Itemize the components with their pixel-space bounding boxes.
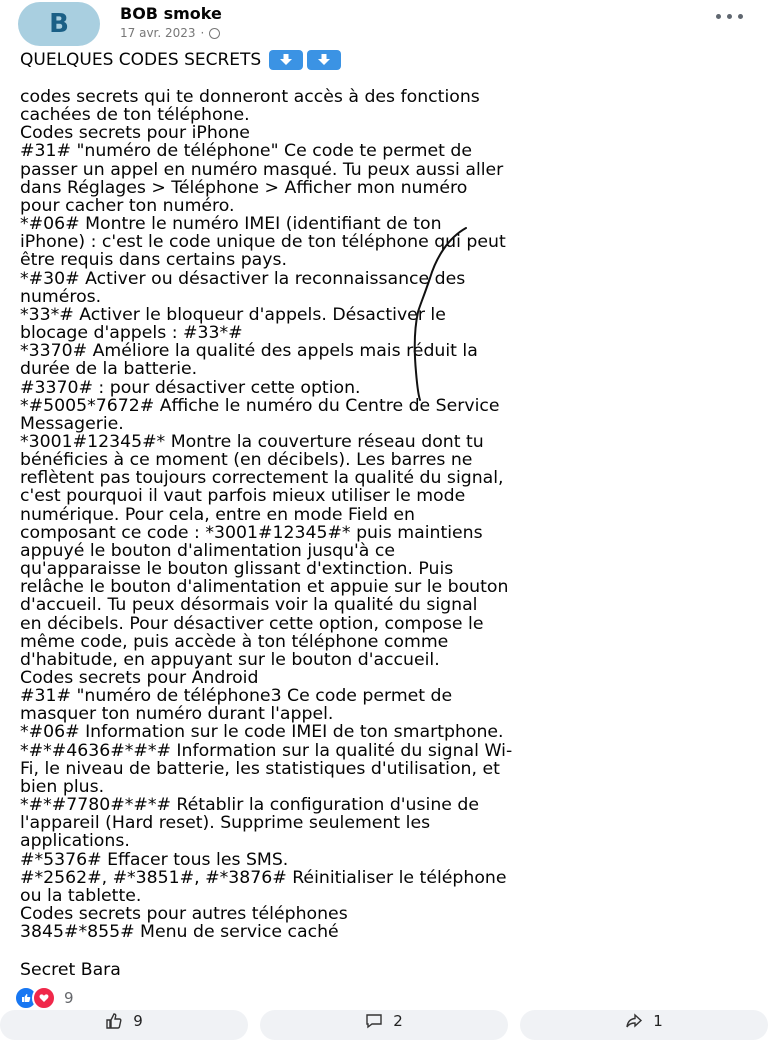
post-body-line: relâche le bouton d'alimentation et appuie sur le bouton xyxy=(20,577,509,598)
post-body-line: c'est pourquoi il vaut parfois mieux utiliser le mode xyxy=(20,486,466,507)
comment-icon xyxy=(365,1012,383,1034)
thumbs-up-icon xyxy=(105,1012,123,1034)
down-arrow-icon xyxy=(269,50,303,70)
post-body-line: bénéficies à ce moment (en décibels). Les barres ne xyxy=(20,450,473,471)
love-reaction-icon xyxy=(32,986,56,1010)
post-body-line: durée de la batterie. xyxy=(20,359,198,380)
post-body-line: *3001#12345#* Montre la couverture réseau dont tu xyxy=(20,431,484,452)
post-title: QUELQUES CODES SECRETS xyxy=(20,50,262,70)
post-body-line: bien plus. xyxy=(20,776,105,797)
post-body-line: Codes secrets pour iPhone xyxy=(20,123,250,144)
post-body-line: qu'apparaisse le bouton glissant d'extinction. Puis xyxy=(20,559,454,580)
post-body-line: *#06# Information sur le code IMEI de ton smartphone. xyxy=(20,722,504,743)
post-body-line: être requis dans certains pays. xyxy=(20,250,287,271)
post-body-line: d'habitude, en appuyant sur le bouton d'accueil. xyxy=(20,649,440,670)
post-body-line: numérique. Pour cela, entre en mode Field en xyxy=(20,504,416,525)
post-body-line: Codes secrets pour Android xyxy=(20,668,259,688)
post-body-line: pour cacher ton numéro. xyxy=(20,195,235,216)
author-name[interactable]: BOB smoke xyxy=(120,4,222,23)
post-body-line: *3370# Améliore la qualité des appels mais réduit la xyxy=(20,341,478,362)
post-body-line: dans Réglages > Téléphone > Afficher mon numéro xyxy=(20,177,468,198)
post-title-line xyxy=(20,50,341,70)
post-body-line: applications. xyxy=(20,831,130,852)
post-body-line: numéros. xyxy=(20,286,102,307)
post-body-line: #*2562#, #*3851#, #*3876# Réinitialiser le téléphone xyxy=(20,867,507,888)
like-count: 9 xyxy=(133,1012,143,1030)
post-header xyxy=(0,0,768,48)
post-body-line: #31# "numéro de téléphone3 Ce code permet de xyxy=(20,686,453,707)
down-arrow-icon xyxy=(307,50,341,70)
post-body-line: *#30# Activer ou désactiver la reconnaissance des xyxy=(20,268,466,289)
post-body-line: appuyé le bouton d'alimentation jusqu'à ce xyxy=(20,540,395,561)
post-body-line: *#*#7780#*#*# Rétablir la configuration d'usine de xyxy=(20,795,479,816)
post-body-line: Messagerie. xyxy=(20,413,124,434)
post-body-line: Fi, le niveau de batterie, les statistiques d'utilisation, et xyxy=(20,758,500,779)
reaction-count: 9 xyxy=(64,989,74,1007)
action-bar xyxy=(0,1010,768,1030)
post-body-line: cachées de ton téléphone. xyxy=(20,105,250,126)
post-body-line: Codes secrets pour autres téléphones xyxy=(20,904,348,925)
post-body-line: *#06# Montre le numéro IMEI (identifiant de ton xyxy=(20,214,442,235)
post-body-line: d'accueil. Tu peux désormais voir la qualité du signal xyxy=(20,595,478,616)
share-icon xyxy=(625,1012,643,1034)
like-button[interactable] xyxy=(0,1010,248,1040)
post-body-line: masquer ton numéro durant l'appel. xyxy=(20,704,334,725)
post-body xyxy=(20,88,760,941)
post-date[interactable]: 17 avr. 2023 xyxy=(120,26,196,40)
post-body-line: même code, puis accède à ton téléphone comme xyxy=(20,631,449,652)
share-button[interactable] xyxy=(520,1010,768,1040)
post-body-line: passer un appel en numéro masqué. Tu peux aussi aller xyxy=(20,159,504,180)
post-signature: Secret Bara xyxy=(20,960,121,980)
meta-separator: · xyxy=(200,26,205,40)
post-meta xyxy=(120,26,220,40)
post-body-line: ou la tablette. xyxy=(20,885,142,906)
post-body-line: reflètent pas toujours correctement la qualité du signal, xyxy=(20,468,504,489)
avatar[interactable]: B xyxy=(18,2,100,46)
post-body-line: composant ce code : *3001#12345#* puis maintiens xyxy=(20,522,483,543)
post-body-line: l'appareil (Hard reset). Supprime seulement les xyxy=(20,813,431,834)
more-options-icon[interactable] xyxy=(716,14,743,19)
post-body-line: #*5376# Effacer tous les SMS. xyxy=(20,849,289,870)
comment-count: 2 xyxy=(393,1012,403,1030)
post-body-line: *#*#4636#*#*# Information sur la qualité du signal Wi- xyxy=(20,740,513,761)
post-body-line: *33*# Activer le bloqueur d'appels. Désactiver le xyxy=(20,304,446,325)
post-body-line: *#5005*7672# Affiche le numéro du Centre de Service xyxy=(20,395,500,416)
globe-icon xyxy=(209,28,220,39)
post-body-line: codes secrets qui te donneront accès à des fonctions xyxy=(20,87,480,107)
post-body-line: en décibels. Pour désactiver cette option, compose le xyxy=(20,613,484,634)
share-count: 1 xyxy=(653,1012,663,1030)
comment-button[interactable] xyxy=(260,1010,508,1040)
reaction-summary[interactable] xyxy=(14,986,74,1010)
post-body-line: #31# "numéro de téléphone" Ce code te permet de xyxy=(20,141,473,162)
post-body-line: #3370# : pour désactiver cette option. xyxy=(20,377,361,398)
post-body-line: 3845#*855# Menu de service caché xyxy=(20,922,339,943)
post-body-line: blocage d'appels : #33*# xyxy=(20,323,243,344)
post-body-line: iPhone) : c'est le code unique de ton téléphone qui peut xyxy=(20,232,506,253)
